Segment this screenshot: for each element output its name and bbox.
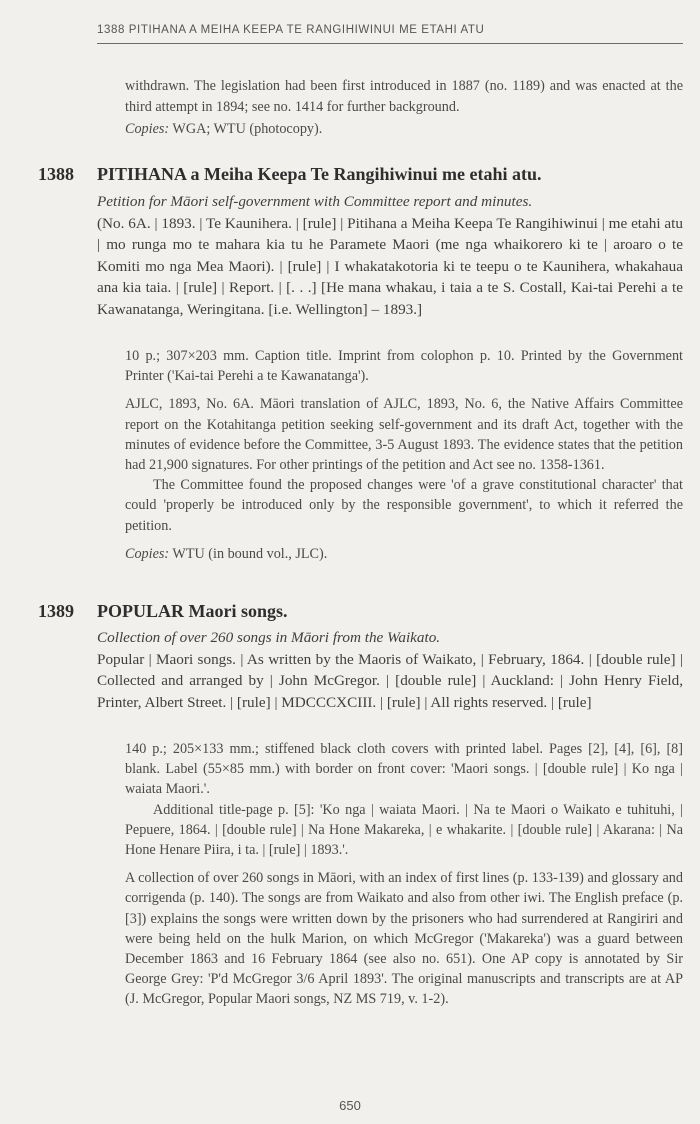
collation: 10 p.; 307×203 mm. Caption title. Imprint from colophon p. 10. Printed by the Government Printer ('Kai-tai Perehi a te Kawanatanga'). xyxy=(125,348,683,385)
entry-description xyxy=(97,191,683,321)
entry-subtitle: Petition for Māori self-government with Committee report and minutes. xyxy=(97,193,533,210)
entry-notes xyxy=(125,739,683,1010)
note-paragraph: AJLC, 1893, No. 6A. Māori translation of AJLC, 1893, No. 6, the Native Affairs Committee report on the Kotahitanga petition seeking self-government and its draft Act, together with the minutes of evidence before the Committee, 3-5 August 1893. The evidence states that the petition had 21,900 signatures. For other printings of the petition and Act see no. 1358-1361. xyxy=(125,396,683,474)
running-head: 1388 PITIHANA A MEIHA KEEPA TE RANGIHIWINUI ME ETAHI ATU xyxy=(97,24,485,36)
page-number: 650 xyxy=(339,1098,361,1113)
entry-number: 1388 xyxy=(38,164,74,184)
entry-number: 1389 xyxy=(38,601,74,621)
copies-value: WGA; WTU (photocopy). xyxy=(169,121,323,138)
carryover-text: withdrawn. The legislation had been first introduced in 1887 (no. 1189) and was enacted at the third attempt in 1894; see no. 1414 for further background. xyxy=(125,78,683,115)
title-transcription: Popular | Maori songs. | As written by the Maoris of Waikato, | February, 1864. | [double rule] | Collected and arranged by | John McGregor. | [double rule] | Auckland: | John Henry Field, Printer, Albert Street. | [rule] | MDCCCXCIII. | [rule] | All rights reserved. | [rule] xyxy=(97,650,683,711)
carryover-note xyxy=(125,76,683,140)
note-paragraph: The Committee found the proposed changes were 'of a grave constitutional character' that could 'properly be introduced only by the responsible government', to which it referred the petition. xyxy=(125,477,683,534)
collation-additional: Additional title-page p. [5]: 'Ko nga | waiata Maori. | Na te Maori o Waikato e tuhituhi, | Pepuere, 1864. | [double rule] | Na Hone Makareka, | e whakarite. | [double rule] | Akarana: | Na Hone Henare Piira, i ta. | [rule] | 1893.'. xyxy=(125,801,683,859)
header-rule xyxy=(97,43,683,44)
note-paragraph: A collection of over 260 songs in Māori, with an index of first lines (p. 133-139) and glossary and corrigenda (p. 140). The songs are from Waikato and also from other iwi. The English preface (p. [3]) explains the songs were written down by the prisoners who had surrendered at Rangiriri and were being held on the hulk Marion, on which McGregor ('Makareka') was a guard between December 1863 and 16 February 1864 (see also no. 651). One AP copy is annotated by Sir George Grey: 'P'd McGregor 3/6 April 1893'. The original manuscripts and transcripts are at AP (J. McGregor, Popular Maori songs, NZ MS 719, v. 1-2). xyxy=(125,870,683,1008)
copies-label: Copies: xyxy=(125,545,170,562)
collation: 140 p.; 205×133 mm.; stiffened black cloth covers with printed label. Pages [2], [4], [6], [8] blank. Label (55×85 mm.) with border on front cover: 'Maori songs. | [double rule] | Ko nga | waiata Maori.'. xyxy=(125,741,683,798)
copies-line xyxy=(125,544,683,564)
entry-title: POPULAR Maori songs. xyxy=(97,601,288,621)
entry-description xyxy=(97,627,683,713)
entry-notes xyxy=(125,346,683,564)
copies-value: WTU (in bound vol., JLC). xyxy=(169,545,328,562)
entry-title: PITIHANA a Meiha Keepa Te Rangihiwinui me etahi atu. xyxy=(97,164,542,184)
entry-subtitle: Collection of over 260 songs in Māori from the Waikato. xyxy=(97,629,441,646)
title-transcription: (No. 6A. | 1893. | Te Kaunihera. | [rule] | Pitihana a Meiha Keepa Te Rangihiwinui | me etahi atu | mo runga mo te mahara kia tu he Paramete Maori (me nga whaikorero ki te | aroaro o te Komiti mo nga Mea Maori). | [rule] | I whakatakotoria ki te teepu o te Kaunihera, whakahaua ana kia taia. | [rule] | Report. | [. . .] [He mana whakau, i taia a te S. Costall, Kai-tai Perehi a te Kawanatanga, Weringitana. [i.e. Wellington] – 1893.] xyxy=(97,214,683,318)
copies-label: Copies: xyxy=(125,121,170,138)
carryover-copies xyxy=(125,119,683,140)
